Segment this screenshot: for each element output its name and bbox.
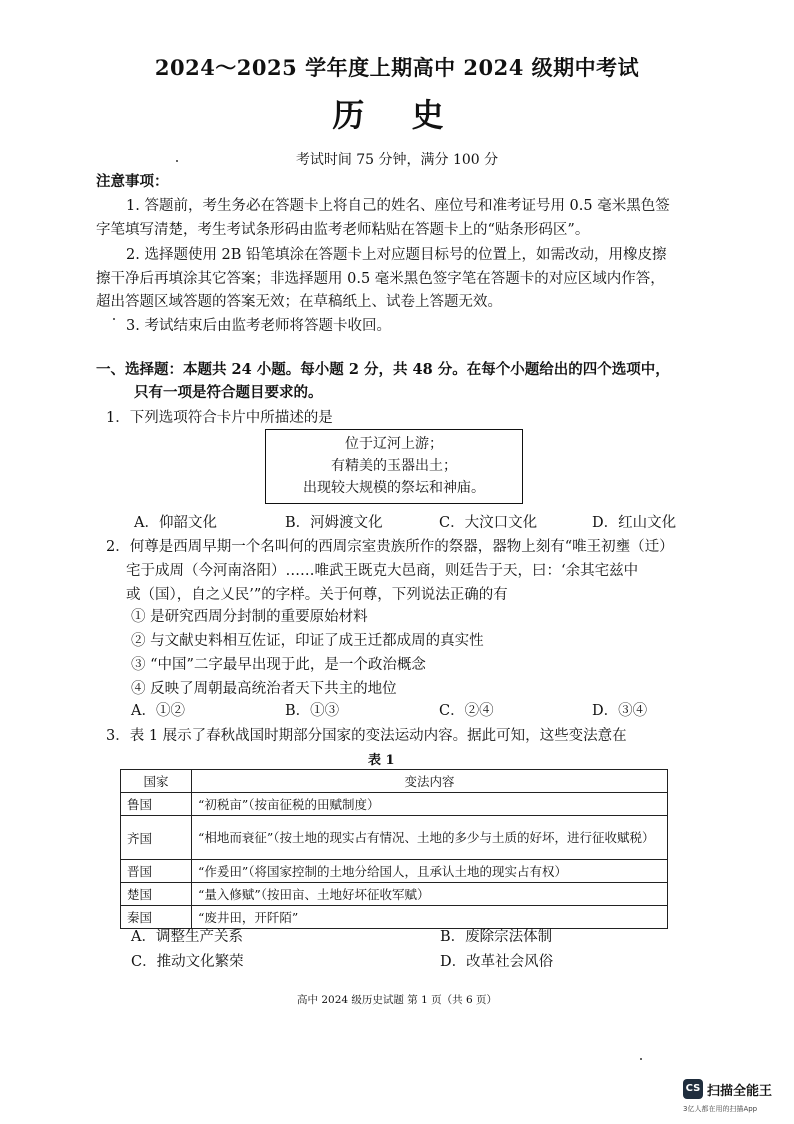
card-line: 有精美的玉器出土；: [331, 458, 457, 474]
notice-line: 2. 选择题使用 2B 铅笔填涂在答题卡上对应题目标号的位置上，如需改动，用橡皮擦: [126, 247, 667, 263]
question-1-stem: 1．下列选项符合卡片中所描述的是: [106, 410, 333, 426]
q2-option-a: A．①②: [131, 703, 185, 719]
q2-option-b: B．①③: [285, 703, 340, 719]
q3-option-a: A．调整生产关系: [131, 929, 243, 945]
reform-table: [120, 769, 668, 929]
table-cell-state: 齐国: [121, 816, 192, 860]
scanner-app-name: 扫描全能王: [707, 1084, 773, 1099]
q1-option-d: D．红山文化: [592, 515, 677, 531]
table-header: 变法内容: [192, 770, 668, 793]
exam-title: 2024～2025 学年度上期高中 2024 级期中考试: [154, 55, 640, 80]
table-header: 国家: [121, 770, 192, 793]
notice-line: 3. 考试结束后由监考老师将答题卡收回。: [126, 318, 391, 334]
table-row: [121, 883, 668, 906]
question-1-card: [265, 429, 523, 504]
q3-option-b: B．废除宗法体制: [440, 929, 553, 945]
question-3-stem: 3．表 1 展示了春秋战国时期部分国家的变法运动内容。据此可知，这些变法意在: [106, 728, 627, 744]
notice-title: 注意事项：: [96, 173, 169, 190]
section-heading-cont: 只有一项是符合题目要求的。: [134, 384, 323, 401]
q2-option-c: C．②④: [439, 703, 494, 719]
table-row: [121, 816, 668, 860]
page-footer: 高中 2024 级历史试题 第 1 页（共 6 页）: [297, 994, 497, 1006]
table-cell-state: 秦国: [121, 906, 192, 929]
table-cell-state: 鲁国: [121, 793, 192, 816]
question-2-stem: 2．何尊是西周早期一个名叫何的西周宗室贵族所作的祭器，器物上刻有“唯王初壅（迁）: [106, 539, 674, 555]
q1-option-b: B．河姆渡文化: [285, 515, 383, 531]
scan-speck: [113, 318, 115, 320]
q2-statement: ④ 反映了周朝最高统治者天下共主的地位: [131, 681, 397, 697]
exam-info: 考试时间 75 分钟，满分 100 分: [295, 152, 499, 168]
q1-option-a: A．仰韶文化: [134, 515, 217, 531]
table-cell-content: “废井田，开阡陌”: [192, 906, 668, 929]
notice-line: 擦干净后再填涂其它答案；非选择题用 0.5 毫米黑色签字笔在答题卡的对应区域内作答，: [96, 271, 665, 287]
scanner-tagline: 3亿人都在用的扫描App: [683, 1105, 758, 1113]
notice-line: 1. 答题前，考生务必在答题卡上将自己的姓名、座位号和准考证号用 0.5 毫米黑色签: [126, 198, 670, 214]
scan-speck: [176, 160, 178, 162]
table-cell-content: “初税亩”（按亩征税的田赋制度）: [192, 793, 668, 816]
q1-option-c: C．大汶口文化: [439, 515, 538, 531]
table-cell-content: “作爰田”（将国家控制的土地分给国人，且承认土地的现实占有权）: [192, 860, 668, 883]
q2-option-d: D．③④: [592, 703, 648, 719]
table-cell-content: “量入修赋”（按田亩、土地好坏征收军赋）: [192, 883, 668, 906]
card-line: 出现较大规模的祭坛和神庙。: [303, 480, 485, 496]
table-cell-state: 楚国: [121, 883, 192, 906]
q2-statement: ② 与文献史料相互佐证，印证了成王迁都成周的真实性: [131, 633, 484, 649]
table-header-row: [121, 770, 668, 793]
table-row: [121, 793, 668, 816]
table-cell-state: 晋国: [121, 860, 192, 883]
subject-title: 历 史: [332, 96, 462, 134]
question-2-stem: 宅于成周（今河南洛阳）……唯武王既克大邑商，则廷告于天，曰：‘余其宅兹中: [126, 563, 639, 579]
question-2-stem: 或（国），自之乂民’”的字样。关于何尊，下列说法正确的有: [126, 587, 508, 603]
table-row: [121, 860, 668, 883]
q3-option-c: C．推动文化繁荣: [131, 954, 244, 970]
q2-statement: ① 是研究西周分封制的重要原始材料: [131, 609, 368, 625]
scanner-watermark: [683, 1077, 788, 1117]
notice-line: 字笔填写清楚，考生考试条形码由监考老师粘贴在答题卡上的“贴条形码区”。: [96, 222, 590, 238]
section-heading: 一、选择题：本题共 24 小题。每小题 2 分，共 48 分。在每个小题给出的四个选项中，: [96, 361, 670, 378]
q2-statement: ③ “中国”二字最早出现于此，是一个政治概念: [131, 657, 426, 673]
table-cell-content: “相地而衰征”（按土地的现实占有情况、土地的多少与土质的好坏，进行征收赋税）: [192, 816, 668, 860]
q3-option-d: D．改革社会风俗: [440, 954, 554, 970]
notice-line: 超出答题区域答题的答案无效；在草稿纸上、试卷上答题无效。: [96, 294, 502, 310]
card-line: 位于辽河上游；: [345, 436, 443, 452]
scanner-logo-icon: CS: [683, 1079, 703, 1099]
table-caption: 表 1: [368, 753, 395, 768]
scan-speck: [640, 1058, 642, 1060]
